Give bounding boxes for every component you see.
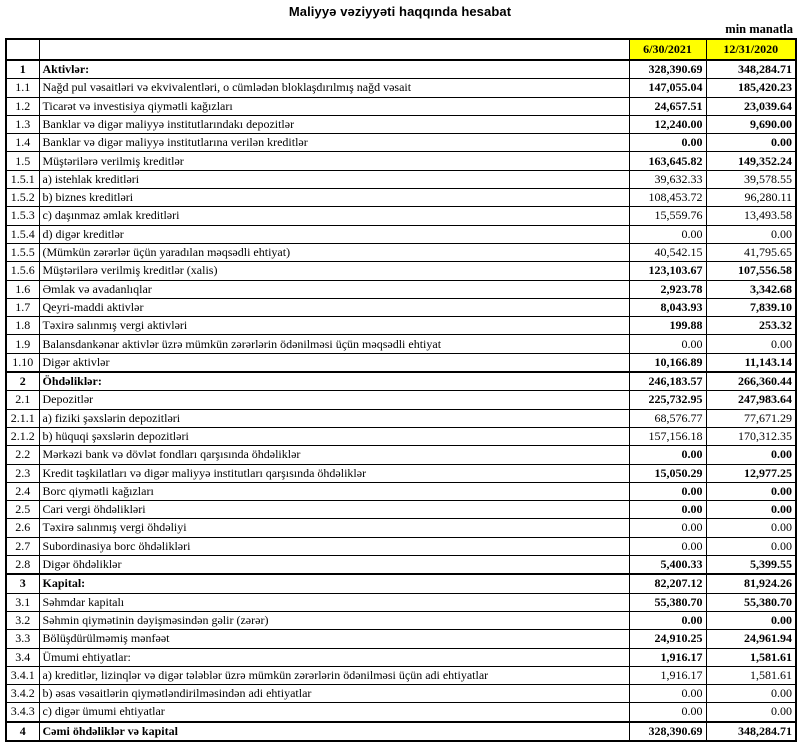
row-value-prior: 5,399.55	[706, 556, 796, 575]
table-row	[6, 391, 796, 409]
row-number: 1.5.2	[6, 189, 39, 207]
row-value-prior: 55,380.70	[706, 593, 796, 611]
row-value-prior: 348,284.71	[706, 722, 796, 741]
row-value-current: 0.00	[629, 482, 706, 500]
row-value-current: 108,453.72	[629, 189, 706, 207]
row-label: Qeyri-maddi aktivlər	[39, 298, 629, 316]
row-number: 2.7	[6, 537, 39, 555]
row-value-prior: 0.00	[706, 519, 796, 537]
table-row	[6, 501, 796, 519]
table-row	[6, 611, 796, 629]
row-number: 2	[6, 372, 39, 391]
row-value-prior: 107,556.58	[706, 262, 796, 280]
row-value-prior: 247,983.64	[706, 391, 796, 409]
row-value-prior: 81,924.26	[706, 574, 796, 593]
row-label: Digər aktivlər	[39, 353, 629, 372]
row-value-current: 82,207.12	[629, 574, 706, 593]
row-value-prior: 0.00	[706, 703, 796, 722]
row-number: 3.4	[6, 648, 39, 666]
table-row	[6, 446, 796, 464]
row-number: 2.1.1	[6, 409, 39, 427]
row-value-prior: 0.00	[706, 537, 796, 555]
header-row	[6, 39, 796, 60]
row-value-prior: 149,352.24	[706, 152, 796, 170]
table-row	[6, 593, 796, 611]
row-value-current: 1,916.17	[629, 648, 706, 666]
row-value-prior: 253.32	[706, 317, 796, 335]
header-period-current: 6/30/2021	[629, 39, 706, 60]
row-number: 1.5.1	[6, 170, 39, 188]
row-value-current: 157,156.18	[629, 427, 706, 445]
row-value-current: 123,103.67	[629, 262, 706, 280]
row-value-current: 0.00	[629, 611, 706, 629]
row-number: 2.1.2	[6, 427, 39, 445]
table-row	[6, 170, 796, 188]
table-row	[6, 262, 796, 280]
table-row	[6, 152, 796, 170]
report-table-body	[6, 60, 796, 741]
row-value-current: 0.00	[629, 501, 706, 519]
row-number: 1.10	[6, 353, 39, 372]
row-number: 1.5.4	[6, 225, 39, 243]
row-number: 3.4.2	[6, 685, 39, 703]
header-label-cell	[39, 39, 629, 60]
row-label: Digər öhdəliklər	[39, 556, 629, 575]
table-row	[6, 207, 796, 225]
row-label: Təxirə salınmış vergi aktivləri	[39, 317, 629, 335]
table-row	[6, 519, 796, 537]
row-label: b) əsas vəsaitlərin qiymətləndirilməsindən adi ehtiyatlar	[39, 685, 629, 703]
row-value-current: 55,380.70	[629, 593, 706, 611]
row-value-current: 0.00	[629, 446, 706, 464]
row-number: 1.4	[6, 134, 39, 152]
row-value-current: 15,559.76	[629, 207, 706, 225]
row-value-current: 40,542.15	[629, 243, 706, 261]
row-number: 1	[6, 60, 39, 79]
row-label: a) istehlak kreditləri	[39, 170, 629, 188]
row-label: Banklar və digər maliyyə institutlarındakı depozitlər	[39, 115, 629, 133]
row-label: Müştərilərə verilmiş kreditlər (xalis)	[39, 262, 629, 280]
table-row	[6, 335, 796, 353]
row-value-current: 0.00	[629, 537, 706, 555]
row-value-current: 0.00	[629, 134, 706, 152]
table-row	[6, 353, 796, 372]
row-value-current: 24,657.51	[629, 97, 706, 115]
row-value-prior: 9,690.00	[706, 115, 796, 133]
table-row	[6, 482, 796, 500]
row-value-prior: 0.00	[706, 501, 796, 519]
row-value-prior: 0.00	[706, 611, 796, 629]
table-row	[6, 685, 796, 703]
row-value-current: 68,576.77	[629, 409, 706, 427]
header-period-prior: 12/31/2020	[706, 39, 796, 60]
unit-note: min manatla	[725, 22, 793, 36]
table-row	[6, 280, 796, 298]
row-number: 1.9	[6, 335, 39, 353]
row-label: b) biznes kreditləri	[39, 189, 629, 207]
row-value-prior: 0.00	[706, 335, 796, 353]
table-row	[6, 464, 796, 482]
row-value-current: 2,923.78	[629, 280, 706, 298]
row-label: Aktivlər:	[39, 60, 629, 79]
table-row	[6, 537, 796, 555]
row-label: Səhmdar kapitalı	[39, 593, 629, 611]
row-value-prior: 41,795.65	[706, 243, 796, 261]
row-number: 2.4	[6, 482, 39, 500]
row-label: Ümumi ehtiyatlar:	[39, 648, 629, 666]
row-number: 3	[6, 574, 39, 593]
row-label: Səhmin qiymətinin dəyişməsindən gəlir (zərər)	[39, 611, 629, 629]
row-value-current: 15,050.29	[629, 464, 706, 482]
row-number: 1.3	[6, 115, 39, 133]
row-label: Borc qiymətli kağızları	[39, 482, 629, 500]
table-row	[6, 97, 796, 115]
report-table	[5, 38, 797, 742]
row-value-current: 0.00	[629, 703, 706, 722]
row-value-prior: 11,143.14	[706, 353, 796, 372]
row-value-current: 0.00	[629, 685, 706, 703]
row-number: 1.1	[6, 79, 39, 97]
row-label: Balansdankənar aktivlər üzrə mümkün zərərlərin ödənilməsi üçün məqsədli ehtiyat	[39, 335, 629, 353]
row-value-prior: 0.00	[706, 225, 796, 243]
row-label: Təxirə salınmış vergi öhdəliyi	[39, 519, 629, 537]
row-value-prior: 39,578.55	[706, 170, 796, 188]
row-label: a) kreditlər, lizinqlər və digər tələblər üzrə mümkün zərərlərin ödənilməsi üçün adi ehtiyatlar	[39, 666, 629, 684]
row-value-current: 328,390.69	[629, 60, 706, 79]
row-label: Nağd pul vəsaitləri və ekvivalentləri, o cümlədən bloklaşdırılmış nağd vəsait	[39, 79, 629, 97]
row-value-prior: 1,581.61	[706, 648, 796, 666]
table-row	[6, 372, 796, 391]
row-value-prior: 96,280.11	[706, 189, 796, 207]
table-row	[6, 703, 796, 722]
row-value-current: 0.00	[629, 519, 706, 537]
table-row	[6, 189, 796, 207]
row-number: 1.5.3	[6, 207, 39, 225]
row-label: Cari vergi öhdəlikləri	[39, 501, 629, 519]
table-row	[6, 574, 796, 593]
row-value-current: 1,916.17	[629, 666, 706, 684]
row-number: 4	[6, 722, 39, 741]
row-label: b) hüquqi şəxslərin depozitləri	[39, 427, 629, 445]
row-label: Ticarət və investisiya qiymətli kağızları	[39, 97, 629, 115]
row-label: Öhdəliklər:	[39, 372, 629, 391]
row-label: Müştərilərə verilmiş kreditlər	[39, 152, 629, 170]
row-value-prior: 13,493.58	[706, 207, 796, 225]
row-number: 1.5.5	[6, 243, 39, 261]
row-number: 2.6	[6, 519, 39, 537]
row-value-prior: 170,312.35	[706, 427, 796, 445]
row-value-current: 8,043.93	[629, 298, 706, 316]
row-label: Kapital:	[39, 574, 629, 593]
table-row	[6, 630, 796, 648]
row-number: 3.4.1	[6, 666, 39, 684]
row-label: Kredit təşkilatları və digər maliyyə institutları qarşısında öhdəliklər	[39, 464, 629, 482]
row-value-current: 225,732.95	[629, 391, 706, 409]
row-number: 3.3	[6, 630, 39, 648]
row-number: 2.8	[6, 556, 39, 575]
row-value-prior: 348,284.71	[706, 60, 796, 79]
row-label: c) daşınmaz əmlak kreditləri	[39, 207, 629, 225]
row-label: d) digər kreditlər	[39, 225, 629, 243]
row-label: Əmlak və avadanlıqlar	[39, 280, 629, 298]
row-number: 1.6	[6, 280, 39, 298]
table-row	[6, 648, 796, 666]
row-label: Banklar və digər maliyyə institutlarına verilən kreditlər	[39, 134, 629, 152]
row-value-prior: 12,977.25	[706, 464, 796, 482]
row-value-current: 12,240.00	[629, 115, 706, 133]
row-number: 3.1	[6, 593, 39, 611]
header-corner-cell	[6, 39, 39, 60]
table-row	[6, 317, 796, 335]
row-value-prior: 1,581.61	[706, 666, 796, 684]
row-value-current: 5,400.33	[629, 556, 706, 575]
table-row	[6, 722, 796, 741]
row-label: Depozitlər	[39, 391, 629, 409]
row-label: Subordinasiya borc öhdəlikləri	[39, 537, 629, 555]
table-row	[6, 298, 796, 316]
table-row	[6, 243, 796, 261]
table-row	[6, 60, 796, 79]
row-value-current: 199.88	[629, 317, 706, 335]
row-number: 1.5.6	[6, 262, 39, 280]
row-label: Cəmi öhdəliklər və kapital	[39, 722, 629, 741]
row-label: Bölüşdürülməmiş mənfəət	[39, 630, 629, 648]
row-value-current: 246,183.57	[629, 372, 706, 391]
table-row	[6, 79, 796, 97]
table-row	[6, 409, 796, 427]
row-value-prior: 3,342.68	[706, 280, 796, 298]
row-value-prior: 0.00	[706, 482, 796, 500]
page-title: Maliyyə vəziyyəti haqqında hesabat	[288, 4, 512, 19]
row-number: 1.7	[6, 298, 39, 316]
row-value-prior: 0.00	[706, 685, 796, 703]
row-value-prior: 266,360.44	[706, 372, 796, 391]
row-label: c) digər ümumi ehtiyatlar	[39, 703, 629, 722]
row-number: 1.5	[6, 152, 39, 170]
table-row	[6, 225, 796, 243]
row-label: Mərkəzi bank və dövlət fondları qarşısında öhdəliklər	[39, 446, 629, 464]
row-value-current: 10,166.89	[629, 353, 706, 372]
row-value-prior: 0.00	[706, 134, 796, 152]
table-row	[6, 556, 796, 575]
row-label: a) fiziki şəxslərin depozitləri	[39, 409, 629, 427]
row-number: 3.2	[6, 611, 39, 629]
row-value-prior: 0.00	[706, 446, 796, 464]
row-number: 2.3	[6, 464, 39, 482]
table-row	[6, 134, 796, 152]
row-value-prior: 77,671.29	[706, 409, 796, 427]
row-value-prior: 7,839.10	[706, 298, 796, 316]
row-value-current: 0.00	[629, 335, 706, 353]
row-number: 1.8	[6, 317, 39, 335]
row-value-current: 39,632.33	[629, 170, 706, 188]
row-value-current: 328,390.69	[629, 722, 706, 741]
row-value-current: 24,910.25	[629, 630, 706, 648]
row-number: 2.1	[6, 391, 39, 409]
row-value-prior: 24,961.94	[706, 630, 796, 648]
row-value-current: 147,055.04	[629, 79, 706, 97]
table-row	[6, 115, 796, 133]
row-value-prior: 185,420.23	[706, 79, 796, 97]
row-number: 1.2	[6, 97, 39, 115]
row-number: 2.5	[6, 501, 39, 519]
row-value-prior: 23,039.64	[706, 97, 796, 115]
row-value-current: 0.00	[629, 225, 706, 243]
row-label: (Mümkün zərərlər üçün yaradılan məqsədli ehtiyat)	[39, 243, 629, 261]
table-row	[6, 666, 796, 684]
row-number: 3.4.3	[6, 703, 39, 722]
table-row	[6, 427, 796, 445]
row-value-current: 163,645.82	[629, 152, 706, 170]
row-number: 2.2	[6, 446, 39, 464]
